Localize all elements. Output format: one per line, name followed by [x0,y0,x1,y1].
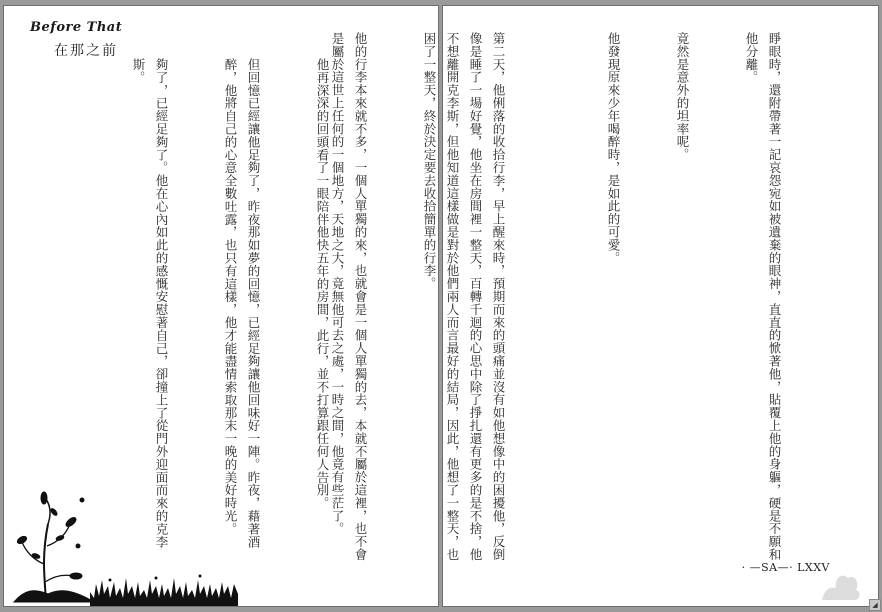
paragraph: 他發現原來少年喝醉時，是如此的可愛。 [606,32,621,265]
header-title: Before That [30,20,123,35]
resize-corner-icon[interactable]: ◢ [869,599,881,611]
grass-silhouette-icon [90,572,238,606]
paragraph: 第二天，他俐落的收拾行李，早上醒來時，預期而來的頭痛並沒有如他想像中的困擾他，反倒像是睡了一場好覺，他坐在房間裡一整天，百轉千迴的心思中除了掙扎還有更多的是不捨，他不想離開克李斯，但他知道這樣做是對於他們兩人而言最好的結局，因此，他想了一整天，也困了一整天，終於決定要去收拾簡單的行李。 [422,32,506,561]
silhouette-plant-icon [14,494,94,602]
header-subtitle: 在那之前 [54,43,118,59]
paragraph: 但回憶已經讓他足夠了，昨夜那如夢的回憶，已經足夠讓他回味好一陣。昨夜，藉著酒醉，他將自己的心意全數吐露，也只有這樣，他才能盡情索取那末一晚的美好時光。 [223,58,261,549]
paragraph: 他再深深的回頭看了一眼陪伴他快五年的房間，此行，並不打算跟任何人告別。 [315,58,330,510]
faded-tree-watermark-icon [818,566,862,600]
right-page [330,6,878,606]
paragraph: 他的行李本來就不多，一個人單獨的來，也就會是一個人單獨的去，本就不屬於這裡，也不會是屬於這世上任何的一個地方，天地之大，竟無他可去之處，一時之間，他竟有些茫了。 [330,32,368,561]
paragraph: 竟然是意外的坦率呢。 [675,32,690,161]
paragraph: 睜眼時，還附帶著一記哀怨宛如被遺棄的眼神，直直的惞著他，貼覆上他的身軀，硬是不願和他分離。 [744,32,782,561]
paragraph: 夠了，已經足夠了。他在心內如此的感慨安慰著自己，卻撞上了從門外迎面而來的克李斯。 [131,58,169,549]
page-number: · —SA—· LXXV [741,561,830,574]
right-page-body [280,32,832,562]
